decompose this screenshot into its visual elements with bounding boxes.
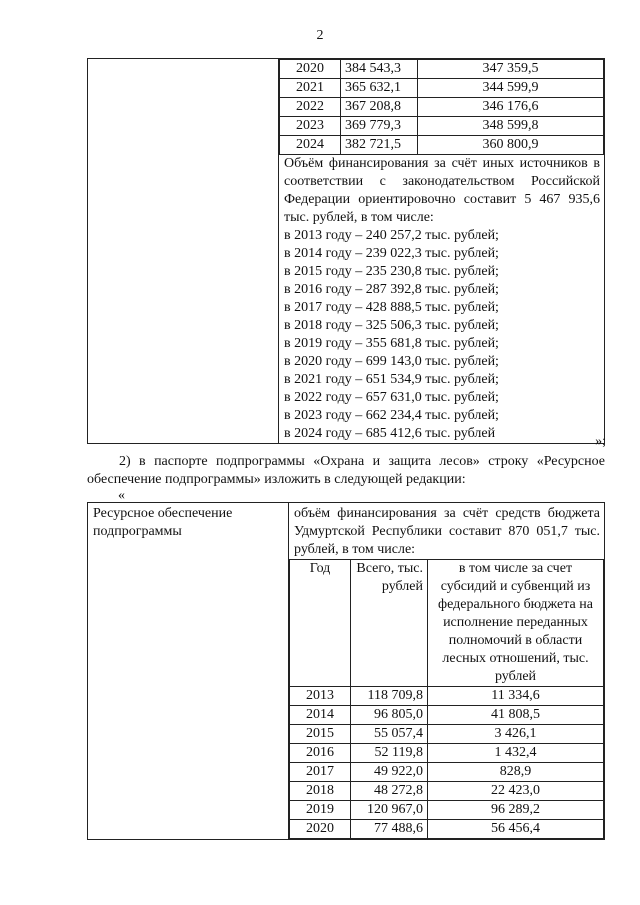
total-cell: 55 057,4	[351, 725, 428, 744]
federal-cell: 348 599,8	[418, 117, 604, 136]
list-item: в 2017 году – 428 888,5 тыс. рублей;	[284, 300, 499, 315]
list-item: в 2022 году – 657 631,0 тыс. рублей;	[284, 390, 499, 405]
total-cell: 118 709,8	[351, 687, 428, 706]
year-cell: 2015	[290, 725, 351, 744]
federal-cell: 360 800,9	[418, 136, 604, 155]
table-row	[290, 782, 604, 801]
list-item: в 2024 году – 685 412,6 тыс. рублей	[284, 426, 496, 441]
list-item: в 2019 году – 355 681,8 тыс. рублей;	[284, 336, 499, 351]
table-row	[290, 820, 604, 839]
page-number: 2	[316, 28, 324, 43]
table-row	[290, 687, 604, 706]
list-item: в 2016 году – 287 392,8 тыс. рублей;	[284, 282, 499, 297]
year-cell: 2024	[280, 136, 341, 155]
subsidy-cell: 11 334,6	[428, 687, 604, 706]
year-cell: 2022	[280, 98, 341, 117]
list-item: в 2023 году – 662 234,4 тыс. рублей;	[284, 408, 499, 423]
subsidy-cell: 3 426,1	[428, 725, 604, 744]
list-item: в 2020 году – 699 143,0 тыс. рублей;	[284, 354, 499, 369]
year-cell: 2018	[290, 782, 351, 801]
opening-quote: «	[118, 488, 125, 503]
table-row	[290, 725, 604, 744]
total-cell: 48 272,8	[351, 782, 428, 801]
federal-cell: 344 599,9	[418, 79, 604, 98]
year-cell: 2020	[290, 820, 351, 839]
table-row	[280, 60, 604, 79]
table-row	[290, 801, 604, 820]
total-cell: 49 922,0	[351, 763, 428, 782]
year-cell: 2014	[290, 706, 351, 725]
list-item: в 2014 году – 239 022,3 тыс. рублей;	[284, 246, 499, 261]
resource-table	[87, 502, 605, 840]
table-row	[290, 763, 604, 782]
total-cell: 369 779,3	[341, 117, 418, 136]
closing-quote: »;	[595, 434, 606, 449]
table1-right-cell	[279, 59, 605, 444]
table-row	[290, 706, 604, 725]
total-cell: 77 488,6	[351, 820, 428, 839]
total-cell: 96 805,0	[351, 706, 428, 725]
year-cell: 2023	[280, 117, 341, 136]
resource-year-table	[289, 559, 604, 839]
other-sources-text: Объём финансирования за счёт иных источников в соответствии с законодательством Российской Федерации ориентировочно составит 5 467 935,6 тыс. рублей, в том числе:	[284, 156, 600, 225]
table-row	[280, 98, 604, 117]
subsidy-cell: 22 423,0	[428, 782, 604, 801]
total-cell: 367 208,8	[341, 98, 418, 117]
total-cell: 384 543,3	[341, 60, 418, 79]
other-sources-list	[284, 227, 600, 443]
resource-content-cell	[289, 503, 605, 840]
subsidy-cell: 828,9	[428, 763, 604, 782]
table-header-row	[290, 560, 604, 687]
list-item: в 2015 году – 235 230,8 тыс. рублей;	[284, 264, 499, 279]
year-cell: 2019	[290, 801, 351, 820]
funding-table-continued	[87, 58, 605, 444]
total-cell: 120 967,0	[351, 801, 428, 820]
table-row	[290, 744, 604, 763]
total-cell: 52 119,8	[351, 744, 428, 763]
other-sources-block	[279, 155, 604, 443]
resource-intro: объём финансирования за счёт средств бюджета Удмуртской Республики составит 870 051,7 тыс. рублей, в том числе:	[294, 506, 600, 557]
amendment-paragraph: 2) в паспорте подпрограммы «Охрана и защита лесов» строку «Ресурсное обеспечение подпрограммы» изложить в следующей редакции:	[87, 454, 605, 487]
list-item: в 2018 году – 325 506,3 тыс. рублей;	[284, 318, 499, 333]
header-subsidies: в том числе за счет субсидий и субвенций из федерального бюджета на исполнение переданных полномочий в области лесных отношений, тыс. рублей	[428, 560, 604, 687]
year-cell: 2020	[280, 60, 341, 79]
subsidy-cell: 96 289,2	[428, 801, 604, 820]
table1-year-table	[279, 59, 604, 155]
year-cell: 2016	[290, 744, 351, 763]
subsidy-cell: 1 432,4	[428, 744, 604, 763]
list-item: в 2013 году – 240 257,2 тыс. рублей;	[284, 228, 499, 243]
total-cell: 382 721,5	[341, 136, 418, 155]
header-total: Всего, тыс. рублей	[351, 560, 428, 687]
subsidy-cell: 56 456,4	[428, 820, 604, 839]
federal-cell: 346 176,6	[418, 98, 604, 117]
list-item: в 2021 году – 651 534,9 тыс. рублей;	[284, 372, 499, 387]
header-year: Год	[290, 560, 351, 687]
year-cell: 2021	[280, 79, 341, 98]
subsidy-cell: 41 808,5	[428, 706, 604, 725]
resource-label-cell: Ресурсное обеспечение подпрограммы	[88, 503, 289, 840]
total-cell: 365 632,1	[341, 79, 418, 98]
table-row	[280, 136, 604, 155]
year-cell: 2017	[290, 763, 351, 782]
table-row	[280, 79, 604, 98]
table-row	[280, 117, 604, 136]
federal-cell: 347 359,5	[418, 60, 604, 79]
year-cell: 2013	[290, 687, 351, 706]
table1-left-cell	[88, 59, 279, 444]
